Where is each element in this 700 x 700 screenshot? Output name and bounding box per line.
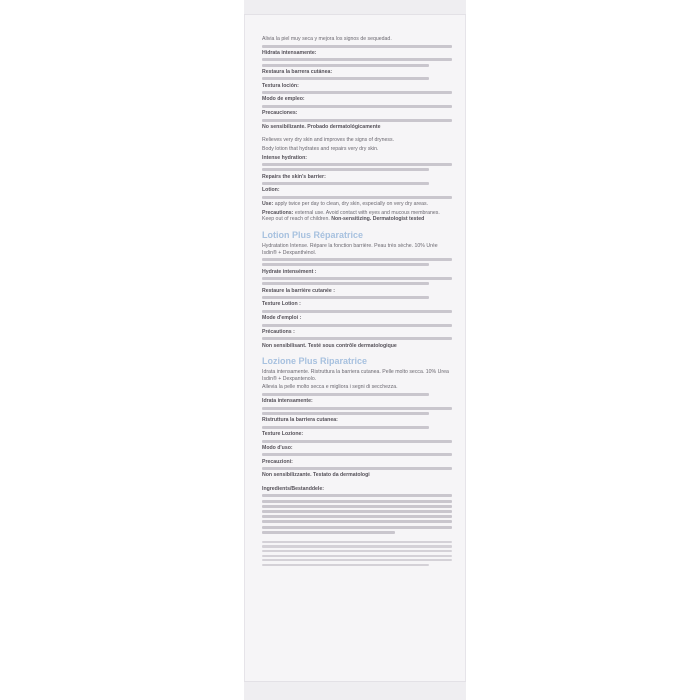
- unreadable-line: [262, 407, 452, 410]
- unreadable-line: [262, 564, 429, 566]
- ingredients-label: Ingredients/Bestanddele:: [262, 485, 324, 492]
- english-use-label: Use:: [262, 201, 274, 208]
- unreadable-line: [262, 541, 452, 543]
- unreadable-line: [262, 258, 452, 261]
- unreadable-line: [262, 453, 452, 456]
- italian-barrier-label: Ristruttura la barriera cutanea:: [262, 417, 338, 424]
- english-precautions-label: Precautions:: [262, 209, 294, 216]
- unreadable-line: [262, 505, 452, 508]
- english-use-text: apply twice per day to clean, dry skin, especially on very dry areas.: [274, 201, 429, 208]
- italian-use-label: Modo d'uso:: [262, 444, 293, 451]
- spanish-texture-label: Textura loción:: [262, 82, 299, 89]
- unreadable-line: [262, 163, 452, 166]
- unreadable-line: [262, 296, 429, 299]
- top-flap: [244, 0, 466, 15]
- section-french: [262, 230, 452, 349]
- label-text-column: [262, 36, 452, 573]
- spanish-use-label: Modo de empleo:: [262, 96, 305, 103]
- italian-texture-label: Texture Lozione:: [262, 430, 304, 437]
- spanish-tested: No sensibilizante. Probado dermatológicamente: [262, 123, 381, 130]
- unreadable-line: [262, 393, 429, 396]
- italian-hydration-label: Idrata intensamente:: [262, 398, 313, 405]
- unreadable-line: [262, 310, 452, 313]
- english-lotion-label: Lotion:: [262, 187, 280, 194]
- unreadable-line: [262, 526, 452, 529]
- french-use-label: Mode d'emploi :: [262, 315, 302, 322]
- unreadable-line: [262, 555, 452, 557]
- unreadable-line: [262, 182, 429, 185]
- bottom-flap: [244, 681, 466, 700]
- unreadable-line: [262, 105, 452, 108]
- unreadable-line: [262, 545, 452, 547]
- italian-heading: Lozione Plus Riparatrice: [262, 356, 368, 367]
- spanish-barrier-label: Restaura la barrera cutánea:: [262, 68, 333, 75]
- unreadable-line: [262, 282, 429, 285]
- unreadable-line: [262, 337, 452, 340]
- english-precautions-text: external use. Avoid contact with eyes and mucous membranes. Keep out of reach of children.: [262, 209, 440, 223]
- italian-hydration-line: Idrata intensamente. Ristruttura la barriera cutanea. Pelle molto secca. 10% Urea Isdin® + Dexpantenolo.: [262, 369, 449, 382]
- italian-precautions-label: Precauzioni:: [262, 458, 293, 465]
- english-tested: Non-sensitizing. Dermatologist tested: [331, 216, 425, 223]
- french-heading: Lotion Plus Réparatrice: [262, 229, 364, 240]
- english-barrier-label: Repairs the skin's barrier:: [262, 173, 326, 180]
- french-precautions-label: Précautions :: [262, 328, 295, 335]
- english-intro: Body lotion that hydrates and repairs very dry skin.: [262, 146, 379, 153]
- unreadable-line: [262, 263, 429, 266]
- unreadable-line: [262, 91, 452, 94]
- unreadable-line: [262, 515, 452, 518]
- french-tested: Non sensibilisant. Testé sous contrôle dermatologique: [262, 342, 397, 349]
- unreadable-line: [262, 77, 429, 80]
- unreadable-line: [262, 467, 452, 470]
- unreadable-line: [262, 45, 452, 48]
- unreadable-line: [262, 412, 429, 415]
- section-ingredients: [262, 486, 452, 534]
- french-hydration-label: Hydrate intensément :: [262, 268, 317, 275]
- french-texture-label: Texture Lotion :: [262, 301, 301, 308]
- unreadable-line: [262, 550, 452, 552]
- section-italian: [262, 356, 452, 479]
- unreadable-line: [262, 494, 452, 497]
- unreadable-line: [262, 119, 452, 122]
- spanish-hydration-label: Hidrata intensamente:: [262, 49, 317, 56]
- unreadable-line: [262, 277, 452, 280]
- english-hydration-label: Intense hydration:: [262, 154, 307, 161]
- unreadable-line: [262, 168, 429, 171]
- spanish-precautions-label: Precauciones:: [262, 110, 298, 117]
- english-lead: Relieves very dry skin and improves the signs of dryness.: [262, 137, 395, 144]
- unreadable-line: [262, 440, 452, 443]
- spanish-lead: Alivia la piel muy seca y mejora los signos de sequedad.: [262, 36, 392, 42]
- unreadable-line: [262, 531, 395, 534]
- french-barrier-label: Restaure la barrière cutanée :: [262, 287, 335, 294]
- italian-tested: Non sensibilizzante. Testato da dermatologi: [262, 472, 370, 479]
- section-importer: [262, 541, 452, 566]
- unreadable-line: [262, 58, 452, 61]
- italian-lead: Allevia la pelle molto secca e migliora i segni di secchezza.: [262, 384, 398, 391]
- unreadable-line: [262, 324, 452, 327]
- unreadable-line: [262, 500, 452, 503]
- unreadable-line: [262, 196, 452, 199]
- unreadable-line: [262, 520, 452, 523]
- unreadable-line: [262, 510, 452, 513]
- unreadable-line: [262, 64, 429, 67]
- package-panel: [244, 0, 466, 700]
- french-hydration-line: Hydratation Intense. Répare la fonction barrière. Peau très sèche. 10% Urée Isdin® + Dexpanthénol.: [262, 242, 438, 256]
- section-spanish: [262, 36, 452, 130]
- section-english: [262, 137, 452, 223]
- unreadable-line: [262, 426, 429, 429]
- unreadable-line: [262, 559, 452, 561]
